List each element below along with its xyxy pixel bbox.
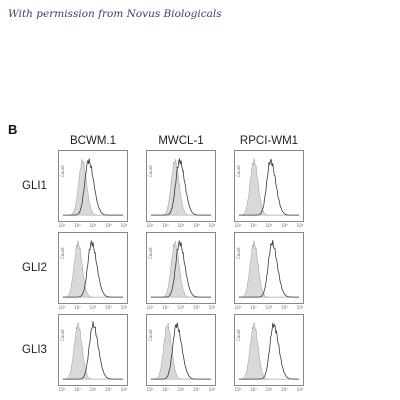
histogram-panel xyxy=(58,150,128,222)
x-tick-label: 10³ xyxy=(105,223,112,228)
histogram-svg xyxy=(59,151,127,221)
y-axis-label: Count xyxy=(236,247,241,259)
x-tick-label: 10¹ xyxy=(162,387,169,392)
x-tick-label: 10⁰ xyxy=(234,387,242,392)
x-tick-label: 10⁴ xyxy=(296,223,304,228)
histogram-panel xyxy=(146,150,216,222)
y-axis-label: Count xyxy=(60,329,65,341)
control-histogram xyxy=(239,241,299,298)
x-tick-label: 10⁰ xyxy=(146,223,154,228)
histogram-svg xyxy=(147,315,215,385)
x-tick-label: 10⁰ xyxy=(58,387,66,392)
histogram-panel xyxy=(234,150,304,222)
histogram-svg xyxy=(147,233,215,303)
x-tick-label: 10³ xyxy=(193,305,200,310)
histogram-svg xyxy=(147,151,215,221)
histogram-panel xyxy=(234,314,304,386)
histogram-panel xyxy=(58,232,128,304)
x-tick-label: 10² xyxy=(265,223,273,228)
column-title: BCWM.1 xyxy=(70,135,116,147)
x-tick-label: 10¹ xyxy=(74,387,81,392)
histogram-svg xyxy=(235,151,303,221)
x-tick-label: 10² xyxy=(89,223,97,228)
y-axis-label: Count xyxy=(148,165,153,177)
stained-histogram xyxy=(63,159,123,216)
permission-caption: With permission from Novus Biologicals xyxy=(8,8,222,20)
x-tick-label: 10² xyxy=(265,387,273,392)
x-tick-label: 10² xyxy=(89,305,97,310)
x-tick-label: 10⁰ xyxy=(58,223,66,228)
y-axis-label: Count xyxy=(148,329,153,341)
y-axis-label: Count xyxy=(148,247,153,259)
x-tick-label: 10⁰ xyxy=(234,305,242,310)
histogram-svg xyxy=(235,233,303,303)
x-tick-label: 10¹ xyxy=(74,223,81,228)
row-title: GLI1 xyxy=(22,180,47,192)
control-histogram xyxy=(151,241,211,297)
x-tick-label: 10⁴ xyxy=(120,305,128,310)
x-tick-label: 10⁴ xyxy=(120,387,128,392)
histogram-svg xyxy=(59,315,127,385)
control-histogram xyxy=(151,323,211,380)
histogram-panel xyxy=(146,314,216,386)
x-tick-label: 10⁴ xyxy=(296,387,304,392)
control-histogram xyxy=(63,159,123,215)
x-tick-label: 10¹ xyxy=(250,223,257,228)
histogram-panel xyxy=(58,314,128,386)
x-tick-label: 10³ xyxy=(281,223,288,228)
histogram-panel xyxy=(146,232,216,304)
x-tick-label: 10³ xyxy=(281,305,288,310)
x-tick-label: 10¹ xyxy=(162,305,169,310)
panel-label: B xyxy=(8,122,18,137)
x-tick-label: 10¹ xyxy=(162,223,169,228)
column-title: RPCI-WM1 xyxy=(239,135,299,147)
x-tick-label: 10³ xyxy=(281,387,288,392)
y-axis-label: Count xyxy=(236,165,241,177)
x-tick-label: 10² xyxy=(177,305,185,310)
histogram-panel xyxy=(234,232,304,304)
x-tick-label: 10³ xyxy=(105,387,112,392)
x-tick-label: 10³ xyxy=(193,387,200,392)
x-tick-label: 10¹ xyxy=(250,305,257,310)
histogram-svg xyxy=(59,233,127,303)
x-tick-label: 10⁴ xyxy=(208,305,216,310)
x-tick-label: 10³ xyxy=(105,305,112,310)
x-tick-label: 10² xyxy=(177,387,185,392)
x-tick-label: 10¹ xyxy=(74,305,81,310)
x-tick-label: 10⁰ xyxy=(234,223,242,228)
x-tick-label: 10² xyxy=(89,387,97,392)
y-axis-label: Count xyxy=(60,165,65,177)
x-tick-label: 10¹ xyxy=(250,387,257,392)
y-axis-label: Count xyxy=(236,329,241,341)
x-tick-label: 10⁴ xyxy=(120,223,128,228)
row-title: GLI3 xyxy=(22,344,47,356)
x-tick-label: 10⁰ xyxy=(146,387,154,392)
control-histogram xyxy=(63,241,123,298)
control-histogram xyxy=(63,323,123,380)
column-title: MWCL-1 xyxy=(158,135,204,147)
stained-histogram xyxy=(151,323,211,380)
y-axis-label: Count xyxy=(60,247,65,259)
x-tick-label: 10⁴ xyxy=(208,223,216,228)
x-tick-label: 10² xyxy=(177,223,185,228)
x-tick-label: 10² xyxy=(265,305,273,310)
x-tick-label: 10⁴ xyxy=(208,387,216,392)
control-histogram xyxy=(239,159,299,216)
row-title: GLI2 xyxy=(22,262,47,274)
control-histogram xyxy=(151,159,211,215)
histogram-svg xyxy=(235,315,303,385)
x-tick-label: 10⁴ xyxy=(296,305,304,310)
x-tick-label: 10³ xyxy=(193,223,200,228)
x-tick-label: 10⁰ xyxy=(146,305,154,310)
x-tick-label: 10⁰ xyxy=(58,305,66,310)
